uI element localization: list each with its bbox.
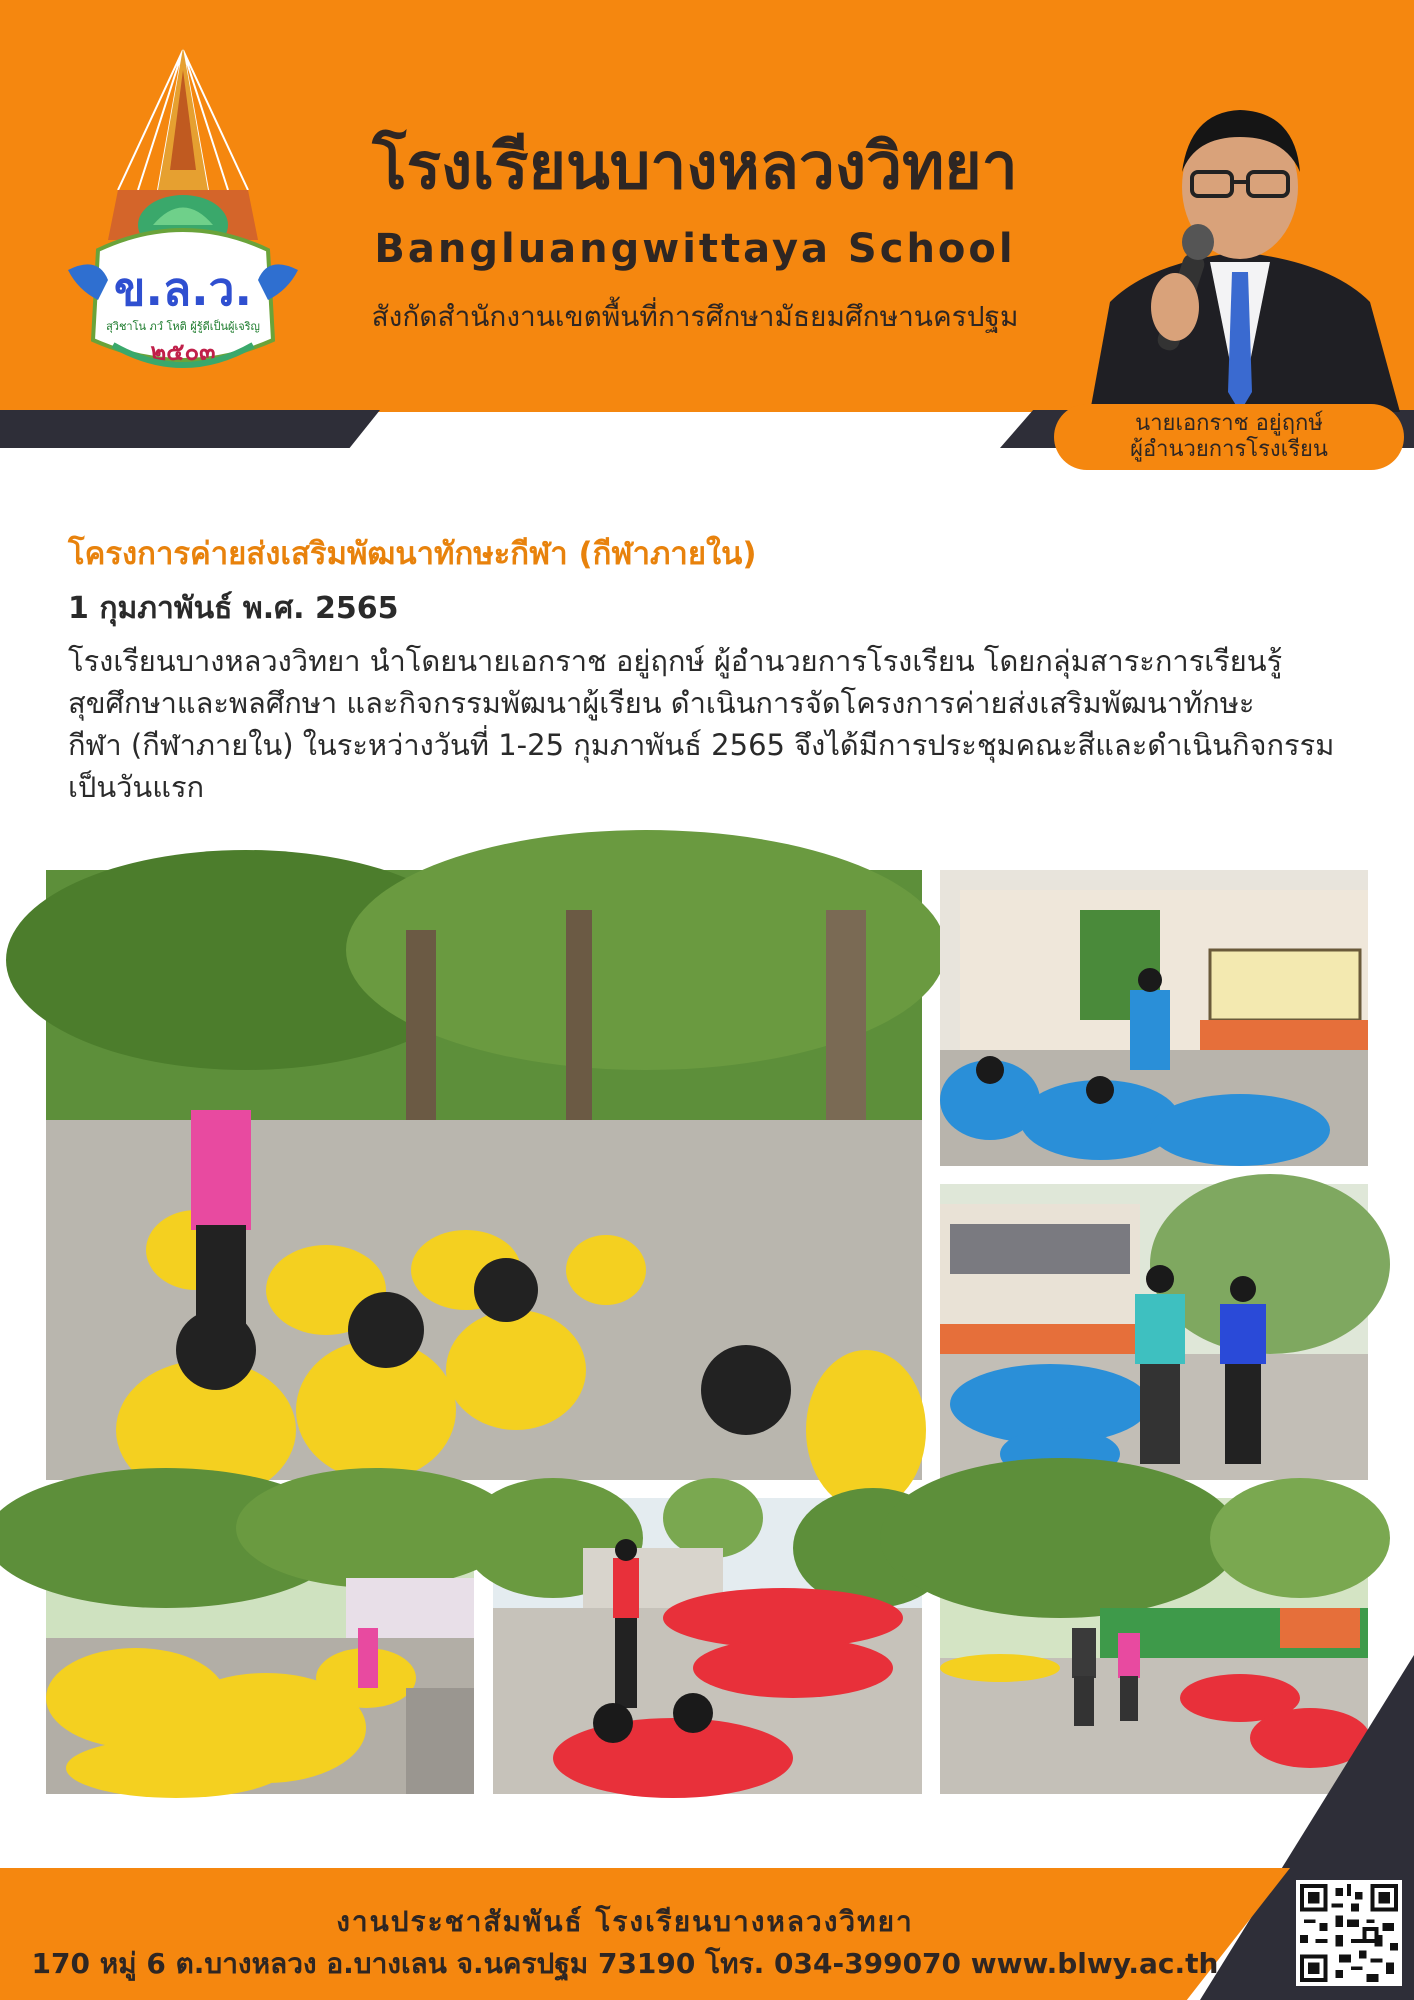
- school-logo: [58, 40, 308, 390]
- director-photo: [1070, 92, 1410, 412]
- event-photo-blue-team-meeting: [940, 1184, 1368, 1480]
- qr-code-icon: [1300, 1884, 1398, 1982]
- event-photo-red-team-seated: [493, 1498, 922, 1794]
- article-title: โครงการค่ายส่งเสริมพัฒนาทักษะกีฬา (กีฬาภายใน): [68, 536, 757, 572]
- event-photo-blue-team-building: [940, 870, 1368, 1166]
- logo-year: ๒๕๐๓: [150, 338, 216, 366]
- school-name-english: Bangluangwittaya School: [374, 226, 1016, 272]
- qr-code[interactable]: [1296, 1880, 1402, 1986]
- director-name: นายเอกราช อยู่ฤกษ์: [1135, 411, 1323, 436]
- school-affiliation: สังกัดสำนักงานเขตพื้นที่การศึกษามัธยมศึกษานครปฐม: [371, 300, 1019, 333]
- school-name-thai: โรงเรียนบางหลวงวิทยา: [372, 130, 1018, 204]
- article-body-line: สุขศึกษาและพลศึกษา และกิจกรรมพัฒนาผู้เรียน ดำเนินการจัดโครงการค่ายส่งเสริมพัฒนาทักษะ: [68, 686, 1255, 720]
- article-date: 1 กุมภาพันธ์ พ.ศ. 2565: [68, 591, 399, 626]
- article-body-line: โรงเรียนบางหลวงวิทยา นำโดยนายเอกราช อยู่ฤกษ์ ผู้อำนวยการโรงเรียน โดยกลุ่มสาระการเรียนรู้: [68, 644, 1283, 678]
- event-photo-mixed-teams-courtyard: [940, 1498, 1368, 1794]
- article-body: [68, 640, 1358, 808]
- director-title: ผู้อำนวยการโรงเรียน: [1130, 437, 1328, 462]
- event-photo-yellow-team-seated: [46, 1498, 474, 1794]
- director-name-badge: [1054, 404, 1404, 470]
- article-body-line: เป็นวันแรก: [68, 770, 205, 804]
- logo-motto: สุวิชาโน ภวํ โหติ ผู้รู้ดีเป็นผู้เจริญ: [106, 320, 260, 333]
- header-banner: [0, 0, 1414, 462]
- footer-department: งานประชาสัมพันธ์ โรงเรียนบางหลวงวิทยา: [336, 1905, 914, 1938]
- event-photo-students-under-trees: [46, 870, 922, 1480]
- logo-initials: ข.ล.ว.: [114, 262, 252, 316]
- footer-address-contact: 170 หมู่ 6 ต.บางหลวง อ.บางเลน จ.นครปฐม 73190 โทร. 034-399070 www.blwy.ac.th: [31, 1947, 1219, 1980]
- header-dark-band-left: [0, 410, 380, 448]
- article-body-line: กีฬา (กีฬาภายใน) ในระหว่างวันที่ 1-25 กุมภาพันธ์ 2565 จึงได้มีการประชุมคณะสีและดำเนินกิจกรรม: [68, 728, 1335, 762]
